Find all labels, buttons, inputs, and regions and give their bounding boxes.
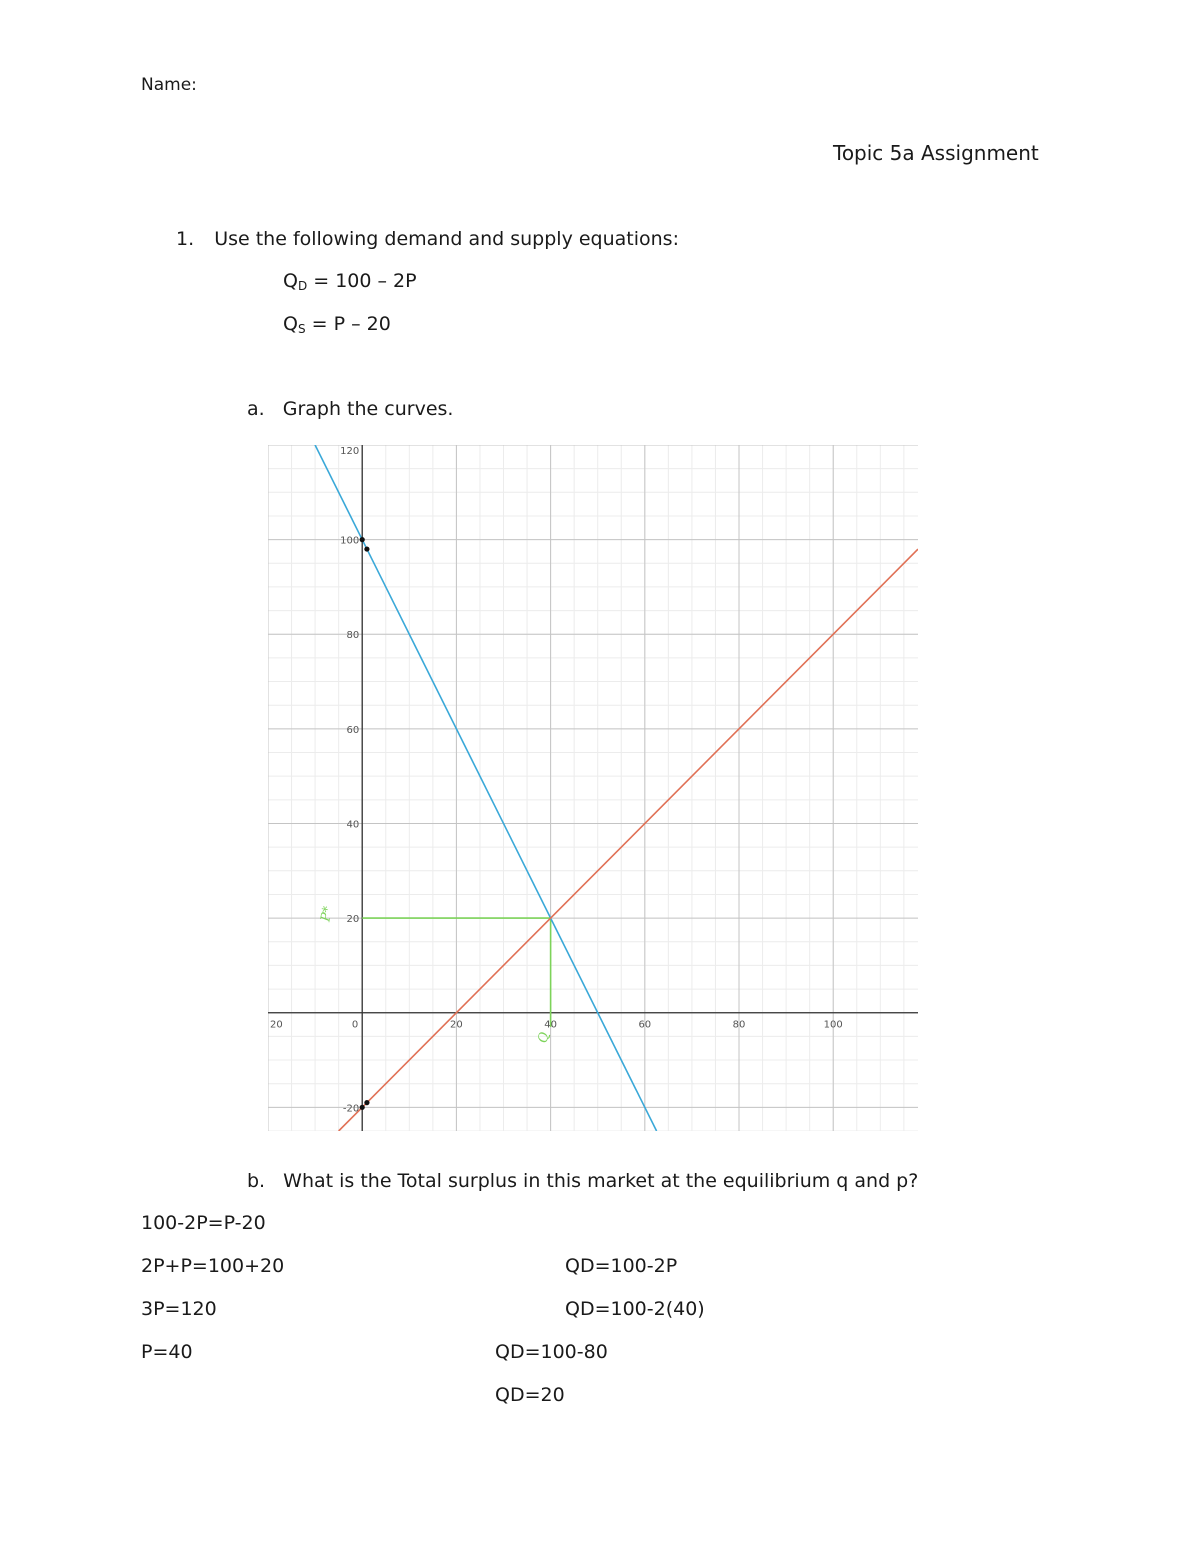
y-tick-label: 60 (346, 724, 360, 736)
work-line-3: 3P=120 (141, 1298, 217, 1320)
assignment-title: Topic 5a Assignment (833, 141, 1039, 165)
part-a (247, 398, 453, 420)
x-tick-label: 20 (270, 1019, 283, 1031)
x-tick-label: 60 (638, 1019, 652, 1031)
y-tick-label: 40 (346, 819, 360, 831)
work-qd-3: QD=100-80 (495, 1341, 608, 1363)
question-1 (176, 228, 679, 250)
part-a-letter: a. (247, 398, 265, 420)
y-tick-label: 100 (340, 535, 360, 547)
part-b-letter: b. (247, 1170, 266, 1192)
work-line-4: P=40 (141, 1341, 193, 1363)
x-tick-label: 20 (450, 1019, 463, 1031)
y-tick-label: 80 (346, 630, 360, 642)
y-tick-label: 120 (340, 446, 360, 457)
data-point (360, 537, 365, 542)
y-tick-label: 20 (346, 914, 360, 926)
y-tick-label: -20 (342, 1103, 360, 1115)
work-line-2: 2P+P=100+20 (141, 1255, 285, 1277)
demand-curve (313, 445, 657, 1131)
data-point (364, 546, 369, 551)
supply-curve (339, 549, 918, 1131)
part-b-prompt: What is the Total surplus in this market at the equilibrium q and p? (283, 1170, 919, 1192)
work-qd-2: QD=100-2(40) (565, 1298, 705, 1320)
work-line-1: 100-2P=P-20 (141, 1212, 266, 1234)
q-annotation: Q (535, 1031, 553, 1045)
supply-demand-graph (268, 445, 918, 1131)
part-b (247, 1170, 918, 1192)
part-a-prompt: Graph the curves. (282, 398, 454, 420)
work-qd-4: QD=20 (495, 1384, 565, 1406)
question-number: 1. (176, 228, 195, 250)
x-tick-label: 80 (732, 1019, 746, 1031)
name-label: Name: (141, 75, 197, 95)
question-prompt: Use the following demand and supply equations: (214, 228, 679, 250)
x-tick-label: 40 (544, 1019, 557, 1031)
data-point (364, 1100, 369, 1105)
data-point (360, 1105, 365, 1110)
x-tick-label: 100 (823, 1019, 843, 1031)
supply-equation: $Q_S = P - 20$ (283, 313, 391, 336)
demand-equation: $Q_D = 100 - 2P$ (283, 270, 417, 293)
p-star-annotation: P* (318, 905, 336, 923)
origin-label: 0 (351, 1019, 359, 1031)
tick-labels (270, 446, 843, 1114)
work-qd-1: QD=100-2P (565, 1255, 678, 1277)
